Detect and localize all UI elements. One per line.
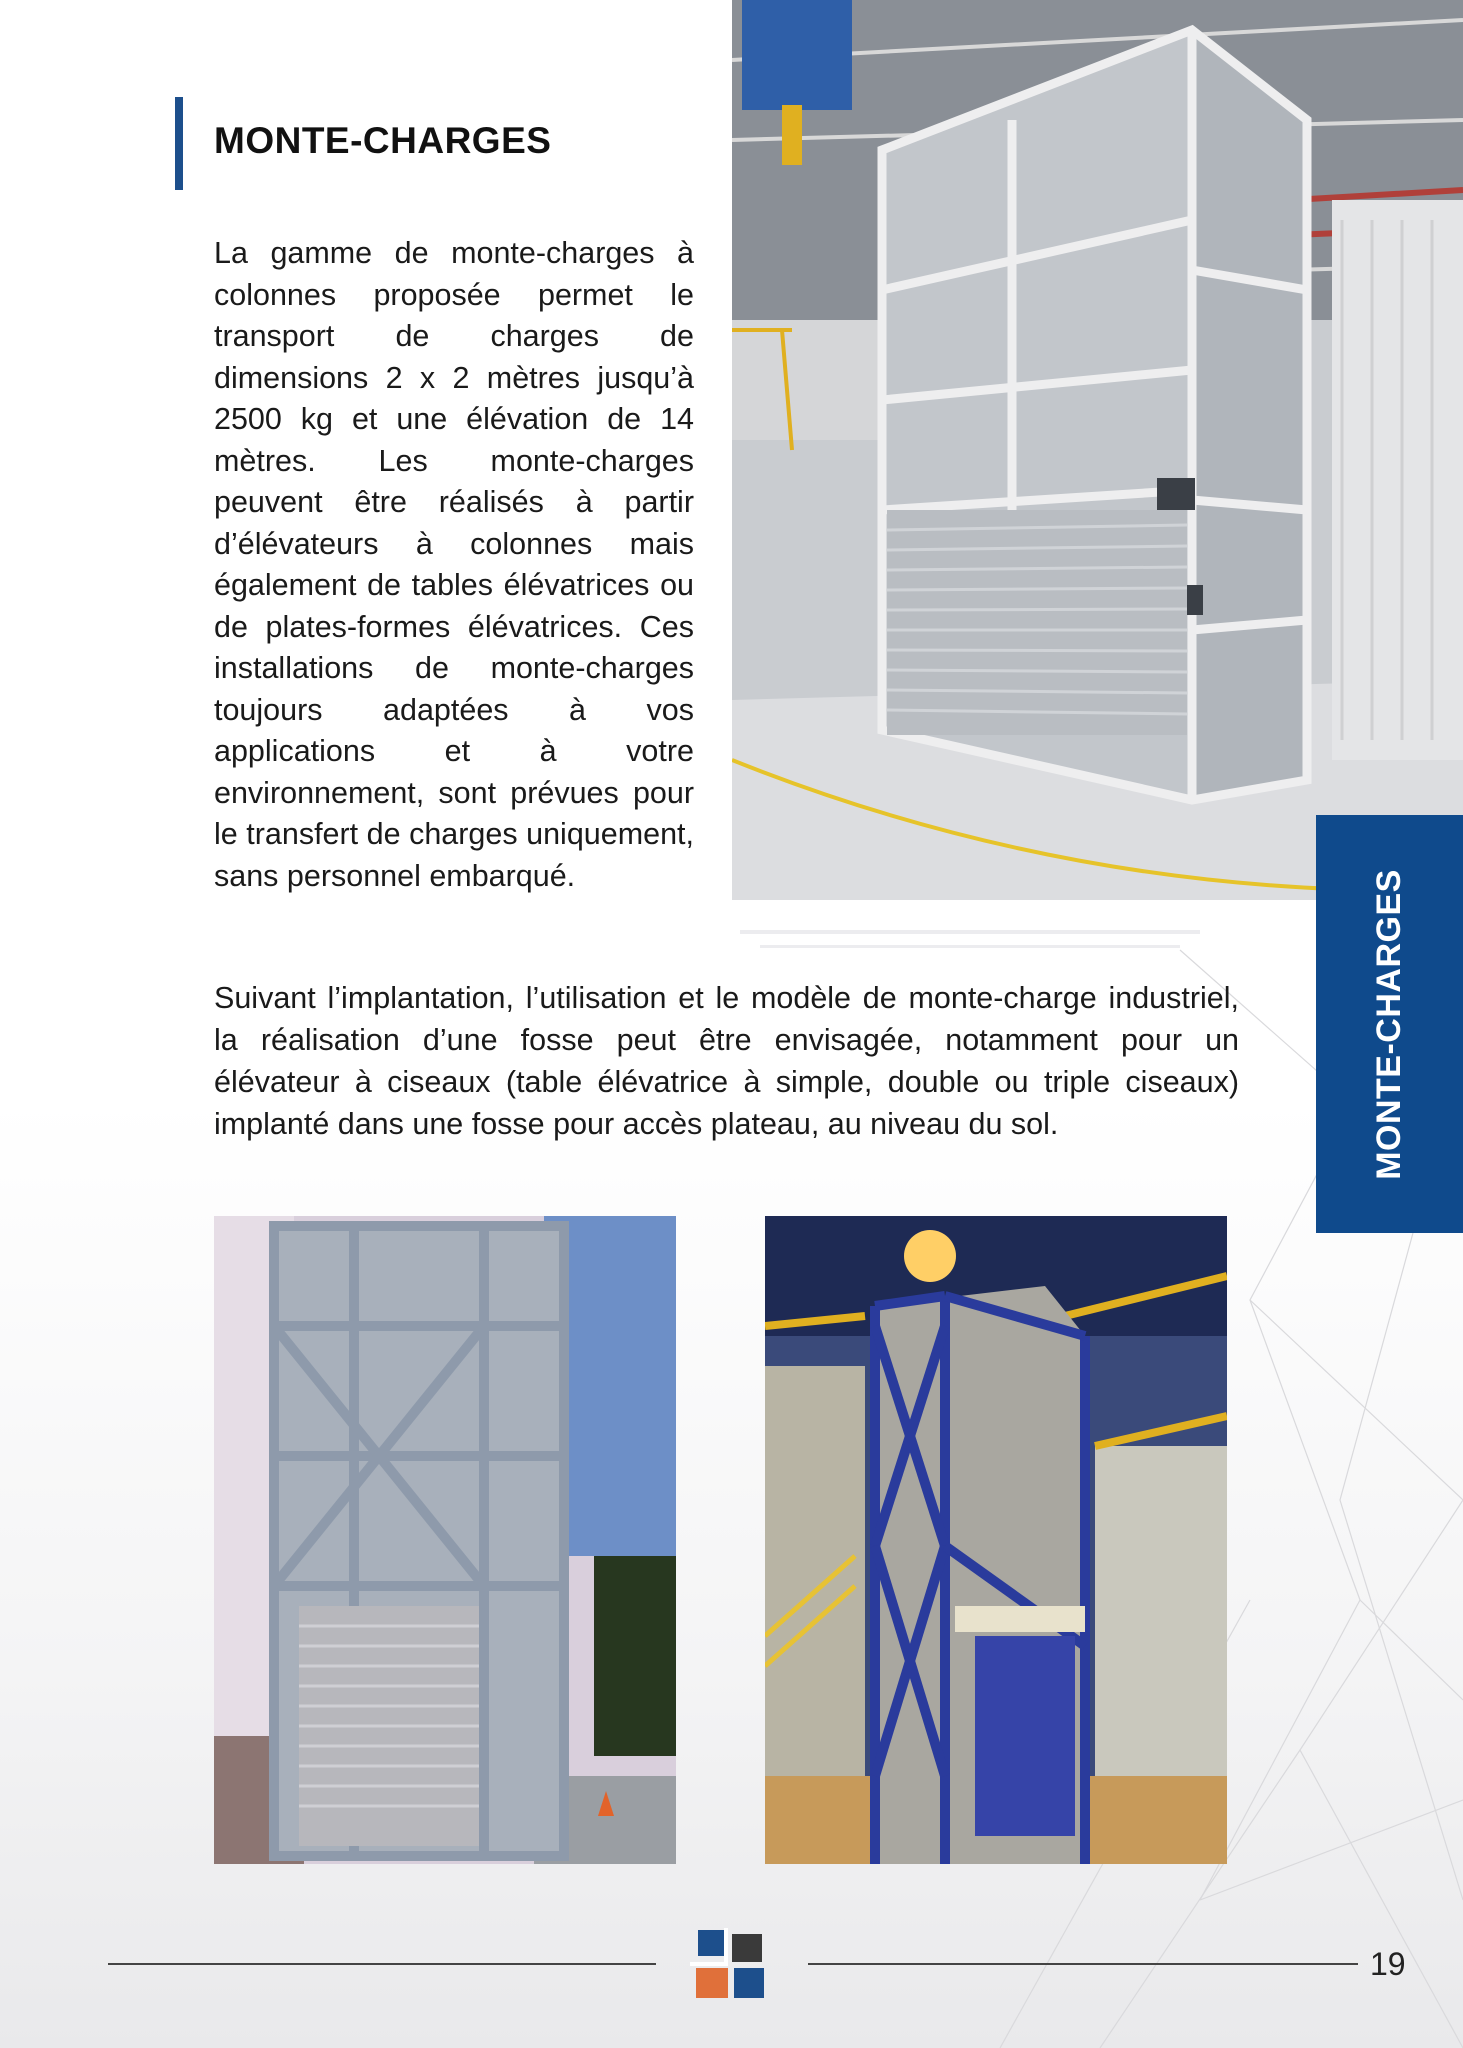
main-photo-monte-charge-warehouse: [732, 0, 1463, 900]
title-accent-bar: [175, 97, 183, 190]
side-tab-label-container: [1316, 815, 1463, 1233]
photo-blue-frame-lift-warehouse: [765, 1216, 1227, 1864]
second-paragraph: Suivant l’implantation, l’utilisation et le modèle de monte-charge industriel, la réalisation d’une fosse peut être envisagée, notamment pour un élévateur à ciseaux (table élévatrice à simple, double ou triple ciseaux) implanté dans une fosse pour accès plateau, au niveau du sol.: [214, 981, 1239, 1141]
page-number: 19: [1370, 1946, 1406, 1982]
photo-exterior-lift-tower: [214, 1216, 676, 1864]
footer-rule-right: [808, 1963, 1358, 1965]
footer-rule-left: [108, 1963, 656, 1965]
page-title: MONTE-CHARGES: [214, 120, 552, 161]
side-tab-label: MONTE-CHARGES: [1370, 868, 1409, 1180]
company-logo-icon: [686, 1920, 778, 2012]
intro-paragraph: La gamme de monte-charges à colonnes proposée permet le transport de charges de dimensions 2 x 2 mètres jusqu’à 2500 kg et une élévation de 14 mètres. Les monte-charges peuvent être réalisés à partir d’élévateurs à colonnes mais également de tables élévatrices ou de plates-formes élévatrices. Ces installations de monte-charges toujours adaptées à vos applications et à votre environnement, sont prévues pour le transfert de charges uniquement, sans personnel embarqué.: [214, 236, 694, 893]
